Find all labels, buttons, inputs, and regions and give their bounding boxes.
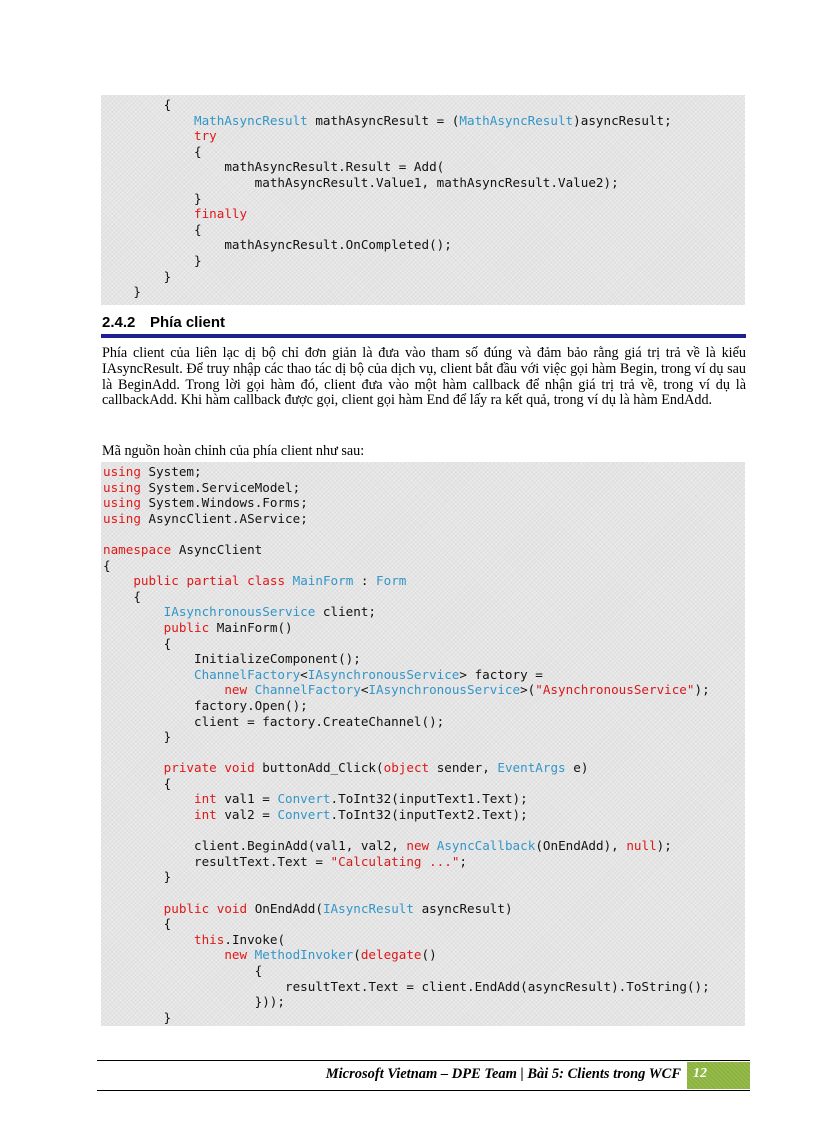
code-line: using System; bbox=[103, 464, 202, 479]
code-line: try bbox=[194, 128, 217, 144]
code-line: int val1 = Convert.ToInt32(inputText1.Text); bbox=[194, 791, 528, 807]
code-line: } bbox=[103, 190, 202, 206]
code-line: factory.Open(); bbox=[194, 697, 308, 713]
code-line: mathAsyncResult.Result = Add( bbox=[224, 159, 445, 175]
page-number: 12 bbox=[693, 1066, 707, 1081]
code-line: int val2 = Convert.ToInt32(inputText2.Text); bbox=[194, 807, 528, 823]
code-line: } bbox=[103, 268, 172, 284]
code-line: { bbox=[103, 775, 172, 791]
code-line: })); bbox=[103, 994, 285, 1010]
code-line: private void buttonAdd_Click(object sender, EventArgs e) bbox=[163, 760, 589, 776]
code-line: { bbox=[103, 963, 263, 978]
code-line: finally bbox=[194, 206, 248, 222]
code-lines bbox=[101, 462, 745, 1025]
code-line: } bbox=[103, 1009, 172, 1025]
code-line: new ChannelFactory<IAsynchronousService>("AsynchronousService"); bbox=[224, 682, 710, 698]
code-line: mathAsyncResult.OnCompleted(); bbox=[224, 237, 452, 253]
code-line: resultText.Text = "Calculating ..."; bbox=[194, 853, 468, 869]
code-line: { bbox=[103, 916, 172, 932]
code-line: } bbox=[103, 252, 202, 268]
code-line: { bbox=[103, 97, 172, 112]
footer-rule-bottom bbox=[97, 1090, 750, 1091]
code-line: public MainForm() bbox=[163, 619, 293, 635]
code-line bbox=[101, 885, 745, 901]
code-line bbox=[101, 745, 745, 761]
page-number-box bbox=[687, 1062, 750, 1089]
code-line: this.Invoke( bbox=[194, 931, 286, 947]
code-line: using System.ServiceModel; bbox=[103, 479, 301, 495]
code-line: { bbox=[103, 557, 111, 573]
code-line: IAsynchronousService client; bbox=[163, 604, 377, 620]
code-line: using AsyncClient.AService; bbox=[103, 510, 308, 526]
code-lines bbox=[101, 95, 745, 300]
code-line: } bbox=[103, 284, 141, 300]
code-line: resultText.Text = client.EndAdd(asyncResult).ToString(); bbox=[284, 978, 710, 994]
code-line: { bbox=[103, 635, 172, 651]
code-line: namespace AsyncClient bbox=[103, 541, 263, 557]
code-line bbox=[101, 823, 745, 839]
section-number: 2.4.2 bbox=[102, 314, 136, 331]
footer-rule-top bbox=[97, 1060, 750, 1061]
code-line: } bbox=[103, 869, 172, 885]
code-line: MathAsyncResult mathAsyncResult = (MathAsyncResult)asyncResult; bbox=[194, 112, 672, 128]
code-line: { bbox=[103, 588, 141, 604]
code-line: using System.Windows.Forms; bbox=[103, 495, 308, 511]
body-paragraph: Phía client của liên lạc dị bộ chỉ đơn giản là đưa vào tham số đúng và đảm bảo rằng giá trị trả về là kiểu IAsyncResult. Để truy nhập các thao tác dị bộ của dịch vụ, client bắt đầu với việc gọi hàm Begin, trong ví dụ sau là BeginAdd. Trong lời gọi hàm đó, client đưa vào một hàm callback để nhận giá trị trả về, trong ví dụ là callbackAdd. Khi hàm callback được gọi, client gọi hàm End để lấy ra kết quả, trong ví dụ là hàm EndAdd. bbox=[102, 345, 746, 409]
footer-text: Microsoft Vietnam – DPE Team | Bài 5: Clients trong WCF bbox=[325, 1066, 681, 1082]
code-block-server bbox=[101, 95, 745, 305]
section-title: Phía client bbox=[150, 314, 226, 331]
code-line: mathAsyncResult.Value1, mathAsyncResult.Value2); bbox=[254, 174, 619, 190]
heading-rule bbox=[101, 334, 746, 338]
code-block-client bbox=[101, 462, 745, 1026]
code-line: new MethodInvoker(delegate() bbox=[224, 947, 437, 963]
code-line: public void OnEndAdd(IAsyncResult asyncResult) bbox=[163, 900, 513, 916]
code-line bbox=[101, 526, 745, 542]
code-line: client = factory.CreateChannel(); bbox=[194, 713, 445, 729]
code-line: } bbox=[103, 729, 172, 745]
code-line: InitializeComponent(); bbox=[194, 651, 361, 667]
code-line: { bbox=[103, 143, 202, 159]
code-intro-text: Mã nguồn hoàn chỉnh của phía client như sau: bbox=[102, 443, 365, 459]
code-line: ChannelFactory<IAsynchronousService> factory = bbox=[194, 666, 543, 682]
code-line: public partial class MainForm : Form bbox=[133, 573, 407, 589]
code-line: { bbox=[103, 221, 202, 237]
section-heading bbox=[102, 313, 746, 333]
code-line: client.BeginAdd(val1, val2, new AsyncCallback(OnEndAdd), null); bbox=[194, 838, 672, 854]
